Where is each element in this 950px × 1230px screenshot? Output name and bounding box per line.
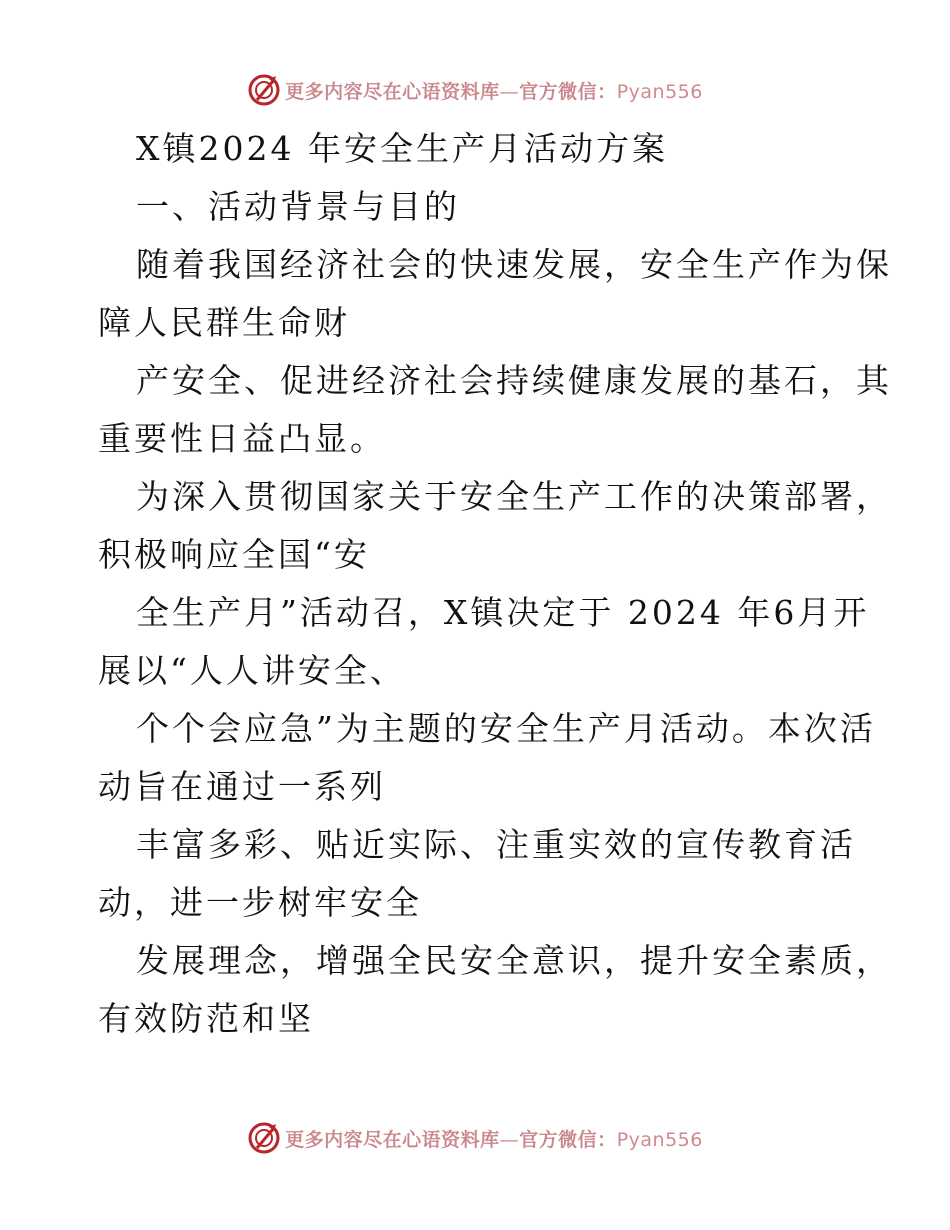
paragraph-line: 有效防范和坚 (98, 999, 314, 1038)
header-banner-text (285, 77, 703, 104)
footer-wechat-id: Pyan556 (616, 1128, 703, 1151)
footer-banner-text (285, 1125, 703, 1152)
document-body (98, 120, 892, 1048)
section-heading: 一、活动背景与目的 (136, 187, 460, 226)
paragraph-line: 展以“人人讲安全、 (98, 651, 406, 690)
paragraph-line: 动，进一步树牢安全 (98, 883, 422, 922)
header-wechat-id: Pyan556 (616, 80, 703, 103)
paragraph-line: 全生产月”活动召，X镇决定于 2024 年6月开 (136, 593, 870, 632)
paragraph-line: 积极响应全国“安 (98, 535, 370, 574)
header-banner-main: 更多内容尽在心语资料库 (285, 80, 500, 103)
footer-banner-separator: — (499, 1128, 520, 1151)
header-banner (0, 70, 950, 110)
paragraph-line: 产安全、促进经济社会持续健康发展的基石，其 (136, 361, 892, 400)
paragraph-line: 动旨在通过一系列 (98, 767, 386, 806)
paragraph-line: 个个会应急”为主题的安全生产月活动。本次活 (136, 709, 876, 748)
paragraph-line: 障人民群生命财 (98, 303, 350, 342)
footer-banner-main: 更多内容尽在心语资料库 (285, 1128, 500, 1151)
paragraph-line: 丰富多彩、贴近实际、注重实效的宣传教育活 (136, 825, 856, 864)
paragraph-line: 发展理念，增强全民安全意识，提升安全素质， (136, 941, 892, 980)
brand-logo-icon (247, 1121, 281, 1155)
document-title: X镇2024 年安全生产月活动方案 (136, 129, 668, 168)
footer-banner (0, 1118, 950, 1158)
header-banner-separator: — (499, 80, 520, 103)
brand-logo-icon (247, 73, 281, 107)
paragraph-line: 为深入贯彻国家关于安全生产工作的决策部署， (136, 477, 892, 516)
paragraph-line: 重要性日益凸显。 (98, 419, 386, 458)
footer-wechat-label: 官方微信： (519, 1128, 617, 1151)
header-wechat-label: 官方微信： (519, 80, 617, 103)
paragraph-line: 随着我国经济社会的快速发展，安全生产作为保 (136, 245, 892, 284)
